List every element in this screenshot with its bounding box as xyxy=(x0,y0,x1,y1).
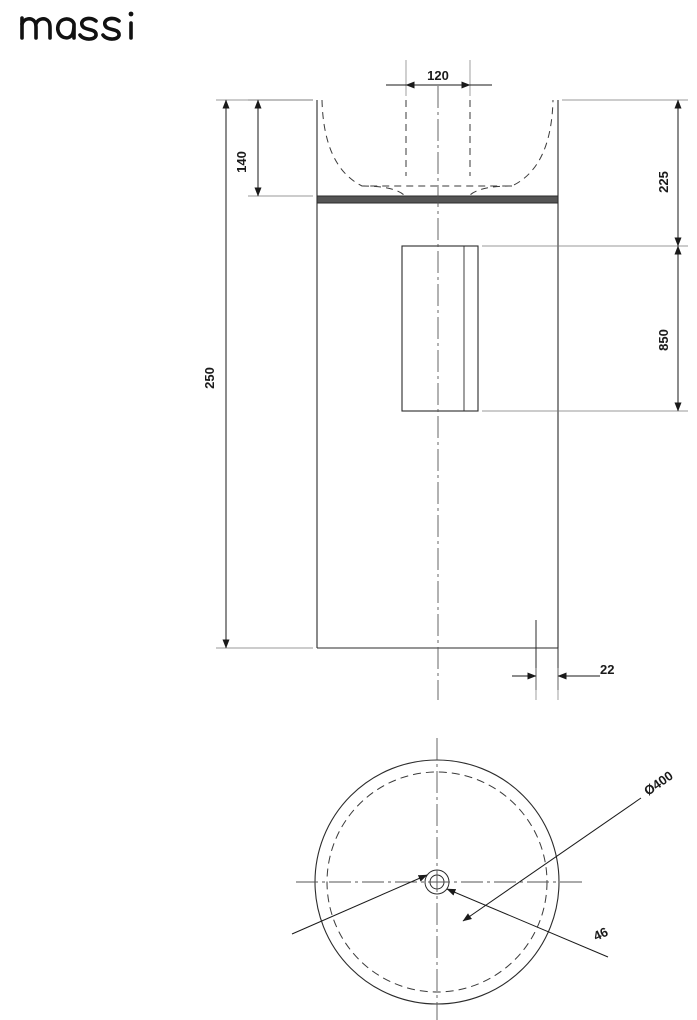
leader-diameter-400 xyxy=(463,768,676,921)
dimension-225 xyxy=(656,100,678,246)
dimension-label-140: 140 xyxy=(234,151,249,173)
dimension-label-46: 46 xyxy=(590,924,611,944)
dimension-label-250: 850 xyxy=(656,329,671,351)
dimension-label-120: 120 xyxy=(427,68,449,83)
extension-lines xyxy=(216,60,688,700)
front-elevation-view xyxy=(202,60,688,700)
dimension-label-850: 250 xyxy=(202,367,217,389)
dimension-250 xyxy=(656,246,678,411)
niche-recess xyxy=(402,246,478,411)
dimension-label-diameter-400: Ø400 xyxy=(641,767,676,799)
column-outline xyxy=(317,100,558,648)
top-plan-view xyxy=(292,738,676,1020)
basin-hidden-lines xyxy=(322,100,553,200)
wall-thickness-edges xyxy=(536,620,558,690)
dimension-850 xyxy=(202,100,226,648)
dimension-22 xyxy=(512,662,614,677)
dimension-140 xyxy=(234,100,258,196)
dimension-label-225: 225 xyxy=(656,171,671,193)
dimension-label-22: 22 xyxy=(600,662,615,677)
counter-slab xyxy=(317,196,558,203)
plan-centre-lines xyxy=(296,738,582,1020)
dimension-120 xyxy=(386,68,492,85)
leader-drain-46 xyxy=(292,875,610,957)
